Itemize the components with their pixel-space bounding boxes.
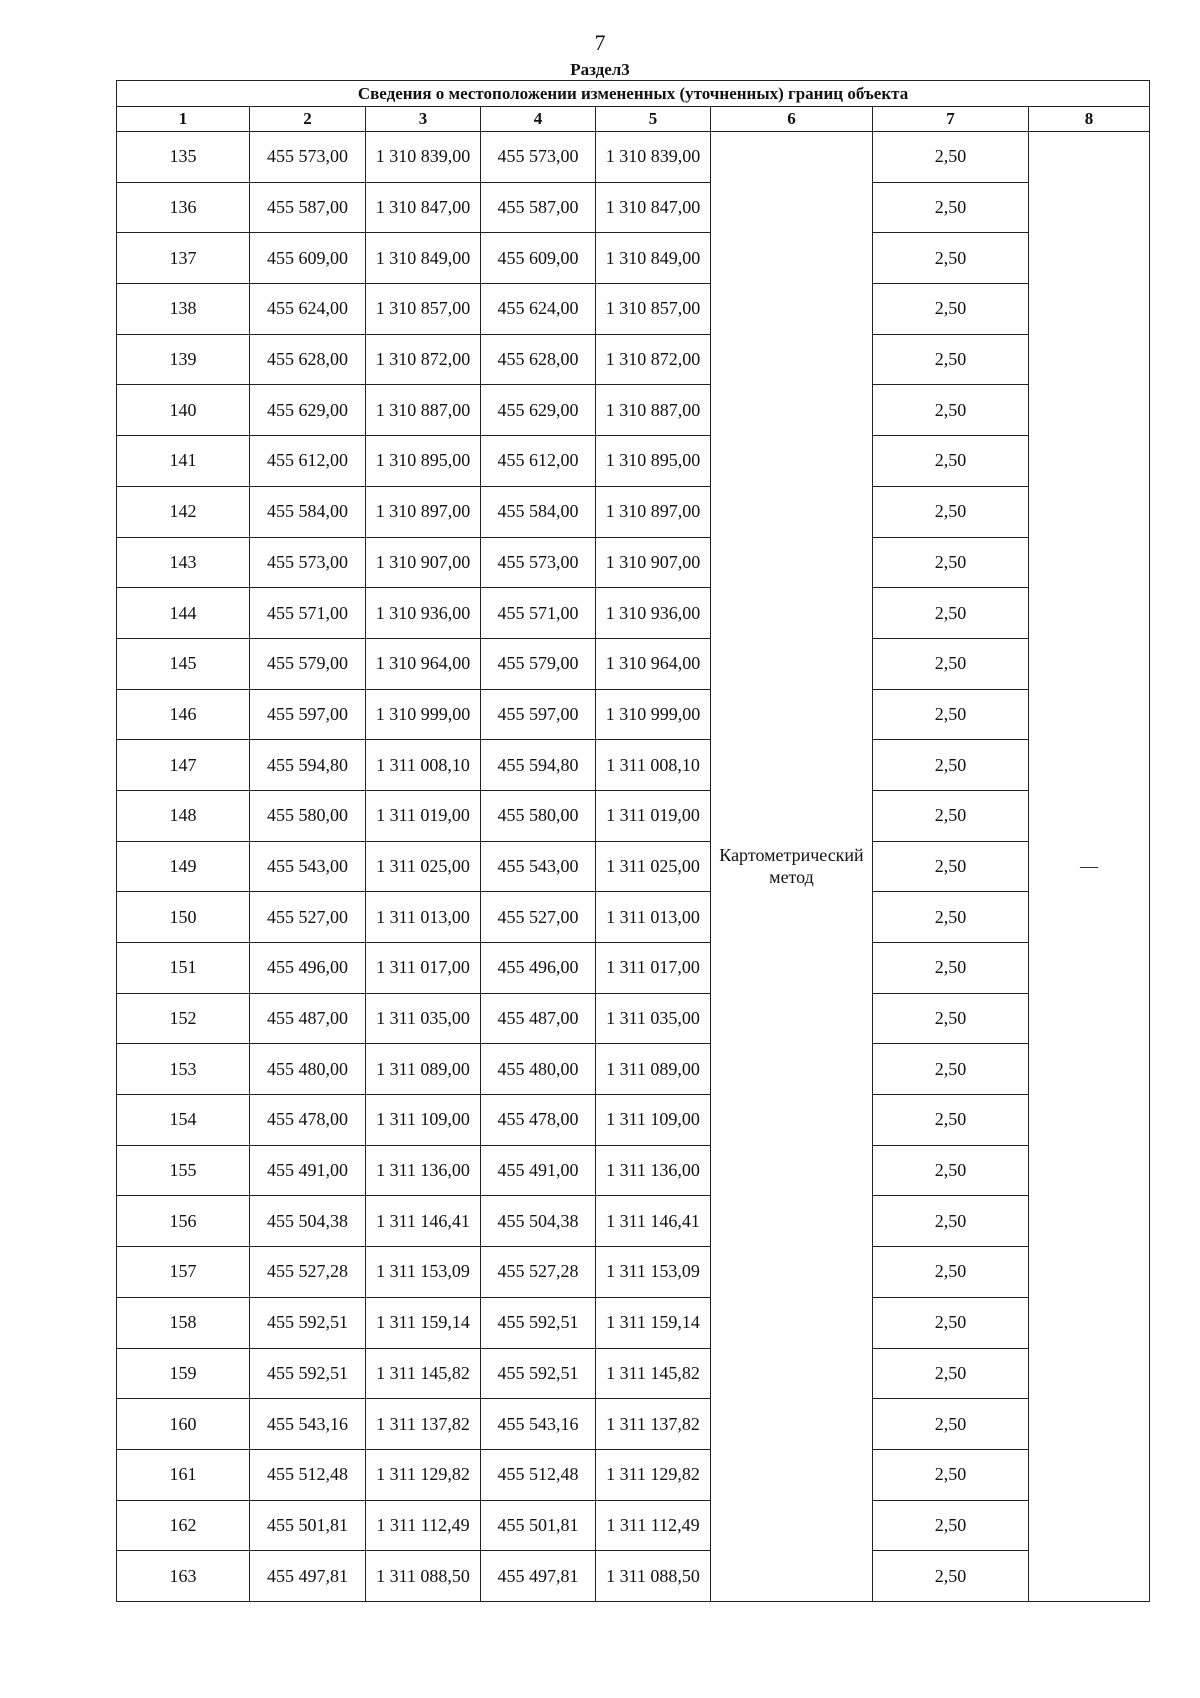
column-number-row	[117, 107, 1150, 132]
y-coordinate-old-cell: 1 310 936,00	[366, 588, 481, 639]
y-coordinate-new-cell: 1 311 159,14	[596, 1297, 711, 1348]
accuracy-cell: 2,50	[873, 1044, 1029, 1095]
y-coordinate-new-cell: 1 310 964,00	[596, 638, 711, 689]
x-coordinate-old-cell: 455 504,38	[250, 1196, 366, 1247]
section-title: Раздел3	[570, 60, 630, 79]
x-coordinate-old-cell: 455 491,00	[250, 1145, 366, 1196]
y-coordinate-new-cell: 1 311 145,82	[596, 1348, 711, 1399]
x-coordinate-old-cell: 455 478,00	[250, 1095, 366, 1146]
y-coordinate-old-cell: 1 311 019,00	[366, 790, 481, 841]
x-coordinate-new-cell: 455 501,81	[481, 1500, 596, 1551]
column-number: 4	[481, 107, 596, 132]
accuracy-cell: 2,50	[873, 993, 1029, 1044]
x-coordinate-new-cell: 455 480,00	[481, 1044, 596, 1095]
x-coordinate-new-cell: 455 543,00	[481, 841, 596, 892]
accuracy-cell: 2,50	[873, 943, 1029, 994]
x-coordinate-old-cell: 455 527,00	[250, 892, 366, 943]
accuracy-cell: 2,50	[873, 1297, 1029, 1348]
accuracy-cell: 2,50	[873, 1196, 1029, 1247]
column-number: 8	[1029, 107, 1150, 132]
x-coordinate-old-cell: 455 612,00	[250, 436, 366, 487]
x-coordinate-old-cell: 455 527,28	[250, 1247, 366, 1298]
x-coordinate-old-cell: 455 609,00	[250, 233, 366, 284]
x-coordinate-old-cell: 455 573,00	[250, 132, 366, 183]
column-number: 7	[873, 107, 1029, 132]
point-number-cell: 160	[117, 1399, 250, 1450]
table-row	[117, 132, 1150, 183]
x-coordinate-new-cell: 455 584,00	[481, 486, 596, 537]
table-row	[117, 638, 1150, 689]
x-coordinate-new-cell: 455 496,00	[481, 943, 596, 994]
y-coordinate-old-cell: 1 311 017,00	[366, 943, 481, 994]
x-coordinate-old-cell: 455 592,51	[250, 1348, 366, 1399]
x-coordinate-old-cell: 455 628,00	[250, 334, 366, 385]
x-coordinate-old-cell: 455 543,16	[250, 1399, 366, 1450]
y-coordinate-new-cell: 1 311 013,00	[596, 892, 711, 943]
accuracy-cell: 2,50	[873, 1399, 1029, 1450]
accuracy-cell: 2,50	[873, 1095, 1029, 1146]
accuracy-cell: 2,50	[873, 132, 1029, 183]
table-row	[117, 689, 1150, 740]
y-coordinate-old-cell: 1 310 872,00	[366, 334, 481, 385]
y-coordinate-new-cell: 1 310 887,00	[596, 385, 711, 436]
y-coordinate-old-cell: 1 311 089,00	[366, 1044, 481, 1095]
x-coordinate-old-cell: 455 624,00	[250, 284, 366, 335]
point-number-cell: 147	[117, 740, 250, 791]
point-number-cell: 159	[117, 1348, 250, 1399]
x-coordinate-old-cell: 455 573,00	[250, 537, 366, 588]
x-coordinate-new-cell: 455 612,00	[481, 436, 596, 487]
table-row	[117, 385, 1150, 436]
y-coordinate-old-cell: 1 310 887,00	[366, 385, 481, 436]
accuracy-cell: 2,50	[873, 638, 1029, 689]
point-number-cell: 143	[117, 537, 250, 588]
point-number-cell: 135	[117, 132, 250, 183]
y-coordinate-old-cell: 1 310 857,00	[366, 284, 481, 335]
table-body	[117, 132, 1150, 1602]
y-coordinate-old-cell: 1 311 159,14	[366, 1297, 481, 1348]
note-cell: —	[1029, 132, 1150, 1602]
y-coordinate-old-cell: 1 310 895,00	[366, 436, 481, 487]
point-number-cell: 148	[117, 790, 250, 841]
table-row	[117, 588, 1150, 639]
x-coordinate-old-cell: 455 480,00	[250, 1044, 366, 1095]
x-coordinate-new-cell: 455 573,00	[481, 537, 596, 588]
point-number-cell: 161	[117, 1449, 250, 1500]
point-number-cell: 146	[117, 689, 250, 740]
x-coordinate-new-cell: 455 580,00	[481, 790, 596, 841]
y-coordinate-old-cell: 1 310 964,00	[366, 638, 481, 689]
accuracy-cell: 2,50	[873, 182, 1029, 233]
accuracy-cell: 2,50	[873, 436, 1029, 487]
x-coordinate-new-cell: 455 573,00	[481, 132, 596, 183]
table-row	[117, 1196, 1150, 1247]
y-coordinate-old-cell: 1 310 999,00	[366, 689, 481, 740]
accuracy-cell: 2,50	[873, 1348, 1029, 1399]
accuracy-cell: 2,50	[873, 790, 1029, 841]
table-row	[117, 943, 1150, 994]
x-coordinate-new-cell: 455 624,00	[481, 284, 596, 335]
accuracy-cell: 2,50	[873, 1247, 1029, 1298]
x-coordinate-old-cell: 455 597,00	[250, 689, 366, 740]
point-number-cell: 155	[117, 1145, 250, 1196]
table-row	[117, 993, 1150, 1044]
table-row	[117, 892, 1150, 943]
accuracy-cell: 2,50	[873, 334, 1029, 385]
y-coordinate-new-cell: 1 310 897,00	[596, 486, 711, 537]
y-coordinate-new-cell: 1 311 019,00	[596, 790, 711, 841]
x-coordinate-new-cell: 455 478,00	[481, 1095, 596, 1146]
point-number-cell: 138	[117, 284, 250, 335]
y-coordinate-old-cell: 1 311 112,49	[366, 1500, 481, 1551]
y-coordinate-new-cell: 1 311 153,09	[596, 1247, 711, 1298]
y-coordinate-old-cell: 1 310 849,00	[366, 233, 481, 284]
x-coordinate-old-cell: 455 584,00	[250, 486, 366, 537]
x-coordinate-new-cell: 455 543,16	[481, 1399, 596, 1450]
accuracy-cell: 2,50	[873, 740, 1029, 791]
y-coordinate-old-cell: 1 311 025,00	[366, 841, 481, 892]
column-number: 3	[366, 107, 481, 132]
page-number: 7	[594, 30, 606, 55]
table-row	[117, 1551, 1150, 1602]
y-coordinate-new-cell: 1 310 895,00	[596, 436, 711, 487]
accuracy-cell: 2,50	[873, 689, 1029, 740]
y-coordinate-old-cell: 1 310 847,00	[366, 182, 481, 233]
y-coordinate-new-cell: 1 311 088,50	[596, 1551, 711, 1602]
x-coordinate-old-cell: 455 587,00	[250, 182, 366, 233]
x-coordinate-new-cell: 455 487,00	[481, 993, 596, 1044]
x-coordinate-new-cell: 455 504,38	[481, 1196, 596, 1247]
point-number-cell: 141	[117, 436, 250, 487]
table-row	[117, 1145, 1150, 1196]
x-coordinate-old-cell: 455 512,48	[250, 1449, 366, 1500]
y-coordinate-new-cell: 1 310 936,00	[596, 588, 711, 639]
x-coordinate-old-cell: 455 501,81	[250, 1500, 366, 1551]
x-coordinate-old-cell: 455 592,51	[250, 1297, 366, 1348]
x-coordinate-new-cell: 455 592,51	[481, 1297, 596, 1348]
y-coordinate-new-cell: 1 310 847,00	[596, 182, 711, 233]
table-row	[117, 486, 1150, 537]
y-coordinate-old-cell: 1 311 146,41	[366, 1196, 481, 1247]
y-coordinate-new-cell: 1 311 137,82	[596, 1399, 711, 1450]
y-coordinate-old-cell: 1 311 088,50	[366, 1551, 481, 1602]
table-row	[117, 1449, 1150, 1500]
y-coordinate-new-cell: 1 310 999,00	[596, 689, 711, 740]
table-row	[117, 841, 1150, 892]
x-coordinate-old-cell: 455 496,00	[250, 943, 366, 994]
y-coordinate-old-cell: 1 311 145,82	[366, 1348, 481, 1399]
x-coordinate-new-cell: 455 491,00	[481, 1145, 596, 1196]
point-number-cell: 139	[117, 334, 250, 385]
x-coordinate-new-cell: 455 571,00	[481, 588, 596, 639]
y-coordinate-old-cell: 1 311 129,82	[366, 1449, 481, 1500]
table-row	[117, 182, 1150, 233]
y-coordinate-old-cell: 1 311 035,00	[366, 993, 481, 1044]
x-coordinate-new-cell: 455 629,00	[481, 385, 596, 436]
x-coordinate-new-cell: 455 592,51	[481, 1348, 596, 1399]
point-number-cell: 145	[117, 638, 250, 689]
accuracy-cell: 2,50	[873, 841, 1029, 892]
accuracy-cell: 2,50	[873, 486, 1029, 537]
x-coordinate-new-cell: 455 527,00	[481, 892, 596, 943]
x-coordinate-new-cell: 455 527,28	[481, 1247, 596, 1298]
point-number-cell: 142	[117, 486, 250, 537]
y-coordinate-new-cell: 1 311 146,41	[596, 1196, 711, 1247]
x-coordinate-old-cell: 455 571,00	[250, 588, 366, 639]
point-number-cell: 152	[117, 993, 250, 1044]
y-coordinate-new-cell: 1 311 035,00	[596, 993, 711, 1044]
accuracy-cell: 2,50	[873, 588, 1029, 639]
point-number-cell: 162	[117, 1500, 250, 1551]
point-number-cell: 137	[117, 233, 250, 284]
table-row	[117, 334, 1150, 385]
point-number-cell: 136	[117, 182, 250, 233]
y-coordinate-new-cell: 1 311 008,10	[596, 740, 711, 791]
column-number: 2	[250, 107, 366, 132]
y-coordinate-old-cell: 1 310 839,00	[366, 132, 481, 183]
point-number-cell: 154	[117, 1095, 250, 1146]
table-row	[117, 1297, 1150, 1348]
y-coordinate-old-cell: 1 310 907,00	[366, 537, 481, 588]
accuracy-cell: 2,50	[873, 1449, 1029, 1500]
accuracy-cell: 2,50	[873, 1145, 1029, 1196]
point-number-cell: 149	[117, 841, 250, 892]
accuracy-cell: 2,50	[873, 892, 1029, 943]
table-row	[117, 790, 1150, 841]
y-coordinate-new-cell: 1 311 109,00	[596, 1095, 711, 1146]
table-row	[117, 1348, 1150, 1399]
table-row	[117, 233, 1150, 284]
point-number-cell: 153	[117, 1044, 250, 1095]
y-coordinate-new-cell: 1 311 112,49	[596, 1500, 711, 1551]
point-number-cell: 150	[117, 892, 250, 943]
x-coordinate-new-cell: 455 597,00	[481, 689, 596, 740]
y-coordinate-new-cell: 1 311 089,00	[596, 1044, 711, 1095]
y-coordinate-new-cell: 1 311 136,00	[596, 1145, 711, 1196]
y-coordinate-new-cell: 1 310 872,00	[596, 334, 711, 385]
accuracy-cell: 2,50	[873, 233, 1029, 284]
y-coordinate-old-cell: 1 310 897,00	[366, 486, 481, 537]
y-coordinate-new-cell: 1 311 025,00	[596, 841, 711, 892]
table-row	[117, 537, 1150, 588]
y-coordinate-new-cell: 1 310 839,00	[596, 132, 711, 183]
x-coordinate-old-cell: 455 579,00	[250, 638, 366, 689]
table-row	[117, 1247, 1150, 1298]
point-number-cell: 151	[117, 943, 250, 994]
y-coordinate-new-cell: 1 310 849,00	[596, 233, 711, 284]
y-coordinate-old-cell: 1 311 136,00	[366, 1145, 481, 1196]
y-coordinate-old-cell: 1 311 137,82	[366, 1399, 481, 1450]
table-row	[117, 1095, 1150, 1146]
y-coordinate-new-cell: 1 310 907,00	[596, 537, 711, 588]
x-coordinate-old-cell: 455 497,81	[250, 1551, 366, 1602]
table-caption: Сведения о местоположении измененных (уточненных) границ объекта	[117, 81, 1150, 107]
table-row	[117, 1399, 1150, 1450]
point-number-cell: 140	[117, 385, 250, 436]
y-coordinate-old-cell: 1 311 008,10	[366, 740, 481, 791]
accuracy-cell: 2,50	[873, 537, 1029, 588]
x-coordinate-old-cell: 455 543,00	[250, 841, 366, 892]
point-number-cell: 158	[117, 1297, 250, 1348]
table-row	[117, 740, 1150, 791]
y-coordinate-old-cell: 1 311 013,00	[366, 892, 481, 943]
x-coordinate-new-cell: 455 497,81	[481, 1551, 596, 1602]
x-coordinate-new-cell: 455 587,00	[481, 182, 596, 233]
y-coordinate-new-cell: 1 311 017,00	[596, 943, 711, 994]
accuracy-cell: 2,50	[873, 284, 1029, 335]
table-row	[117, 1500, 1150, 1551]
table-row	[117, 1044, 1150, 1095]
point-number-cell: 163	[117, 1551, 250, 1602]
accuracy-cell: 2,50	[873, 385, 1029, 436]
y-coordinate-new-cell: 1 311 129,82	[596, 1449, 711, 1500]
x-coordinate-old-cell: 455 487,00	[250, 993, 366, 1044]
column-number: 6	[711, 107, 873, 132]
y-coordinate-new-cell: 1 310 857,00	[596, 284, 711, 335]
x-coordinate-old-cell: 455 580,00	[250, 790, 366, 841]
x-coordinate-new-cell: 455 628,00	[481, 334, 596, 385]
column-number: 1	[117, 107, 250, 132]
method-cell: Картометрический метод	[711, 132, 873, 1602]
accuracy-cell: 2,50	[873, 1500, 1029, 1551]
x-coordinate-new-cell: 455 512,48	[481, 1449, 596, 1500]
x-coordinate-new-cell: 455 579,00	[481, 638, 596, 689]
table-row	[117, 436, 1150, 487]
point-number-cell: 157	[117, 1247, 250, 1298]
x-coordinate-new-cell: 455 594,80	[481, 740, 596, 791]
x-coordinate-old-cell: 455 594,80	[250, 740, 366, 791]
accuracy-cell: 2,50	[873, 1551, 1029, 1602]
table-row	[117, 284, 1150, 335]
boundary-coordinates-table	[116, 80, 1150, 1602]
y-coordinate-old-cell: 1 311 109,00	[366, 1095, 481, 1146]
point-number-cell: 156	[117, 1196, 250, 1247]
x-coordinate-new-cell: 455 609,00	[481, 233, 596, 284]
y-coordinate-old-cell: 1 311 153,09	[366, 1247, 481, 1298]
point-number-cell: 144	[117, 588, 250, 639]
x-coordinate-old-cell: 455 629,00	[250, 385, 366, 436]
column-number: 5	[596, 107, 711, 132]
